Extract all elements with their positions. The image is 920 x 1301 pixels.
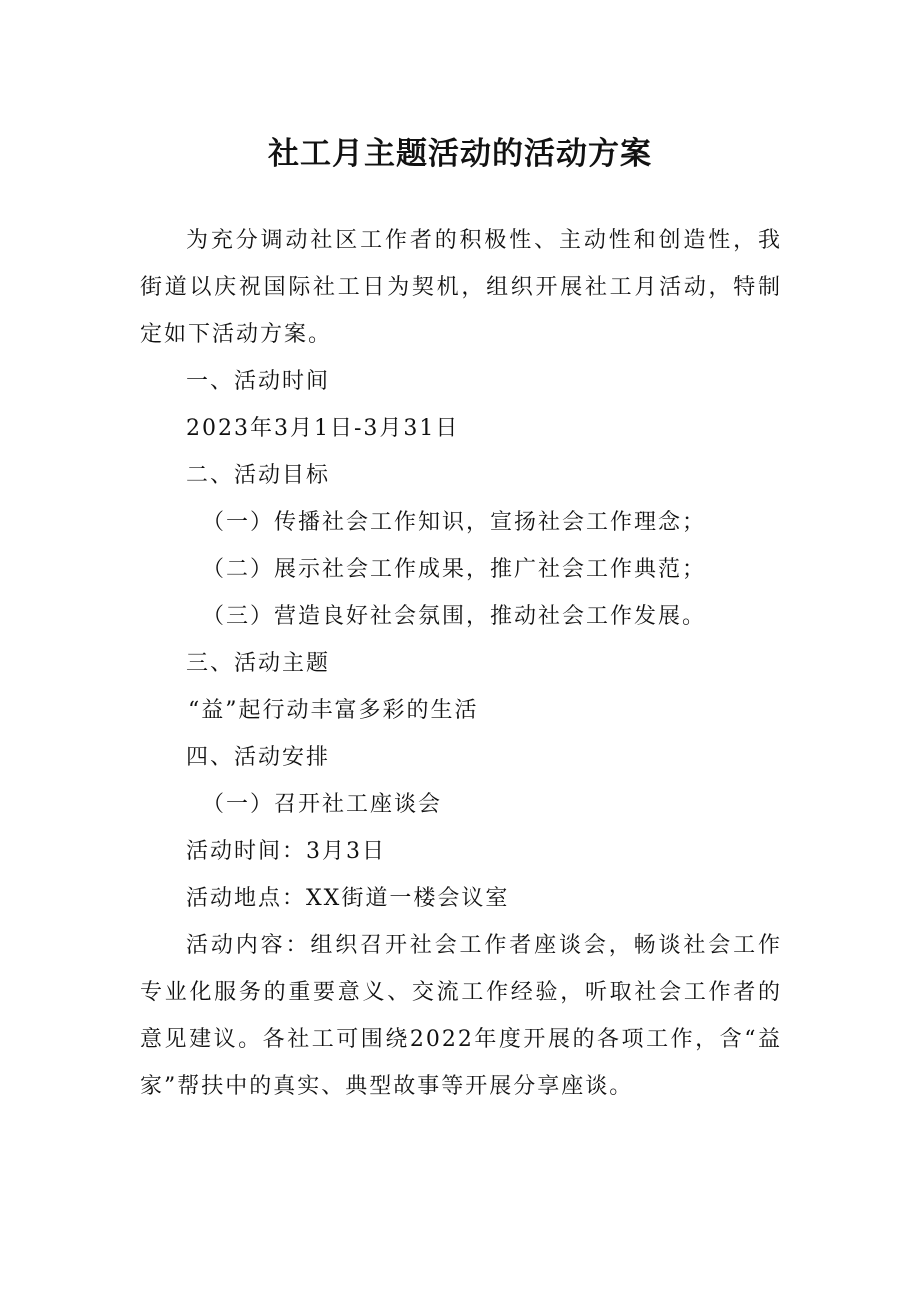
section-1-content: 2023年3月1日-3月31日 bbox=[186, 416, 460, 441]
document-title: 社工月主题活动的活动方案 bbox=[268, 136, 652, 172]
section-4-heading: 四、活动安排 bbox=[186, 745, 331, 770]
section-3-heading: 三、活动主题 bbox=[186, 651, 331, 676]
section-4-sub1-heading: （一）召开社工座谈会 bbox=[202, 792, 443, 817]
section-3-theme: “益”起行动丰富多彩的生活 bbox=[188, 698, 479, 723]
intro-paragraph: 为充分调动社区工作者的积极性、主动性和创造性，我街道以庆祝国际社工日为契机，组织开展社工月活动，特制定如下活动方案。 bbox=[140, 228, 782, 347]
section-2-item: （三）营造良好社会氛围，推动社会工作发展。 bbox=[202, 604, 707, 629]
section-2-item: （二）展示社会工作成果，推广社会工作典范； bbox=[202, 557, 707, 582]
section-2-heading: 二、活动目标 bbox=[186, 463, 331, 488]
document-body bbox=[140, 217, 782, 1110]
section-1-heading: 一、活动时间 bbox=[186, 369, 331, 394]
section-4-sub1-place: 活动地点：XX街道一楼会议室 bbox=[186, 886, 510, 911]
section-4-sub1-content: 活动内容：组织召开社会工作者座谈会，畅谈社会工作专业化服务的重要意义、交流工作经验，听取社会工作者的意见建议。各社工可围绕2022年度开展的各项工作，含“益家”帮扶中的真实、典型故事等开展分享座谈。 bbox=[140, 933, 782, 1099]
section-4-sub1-time: 活动时间：3月3日 bbox=[186, 839, 386, 864]
section-2-item: （一）传播社会工作知识，宣扬社会工作理念； bbox=[202, 510, 707, 535]
